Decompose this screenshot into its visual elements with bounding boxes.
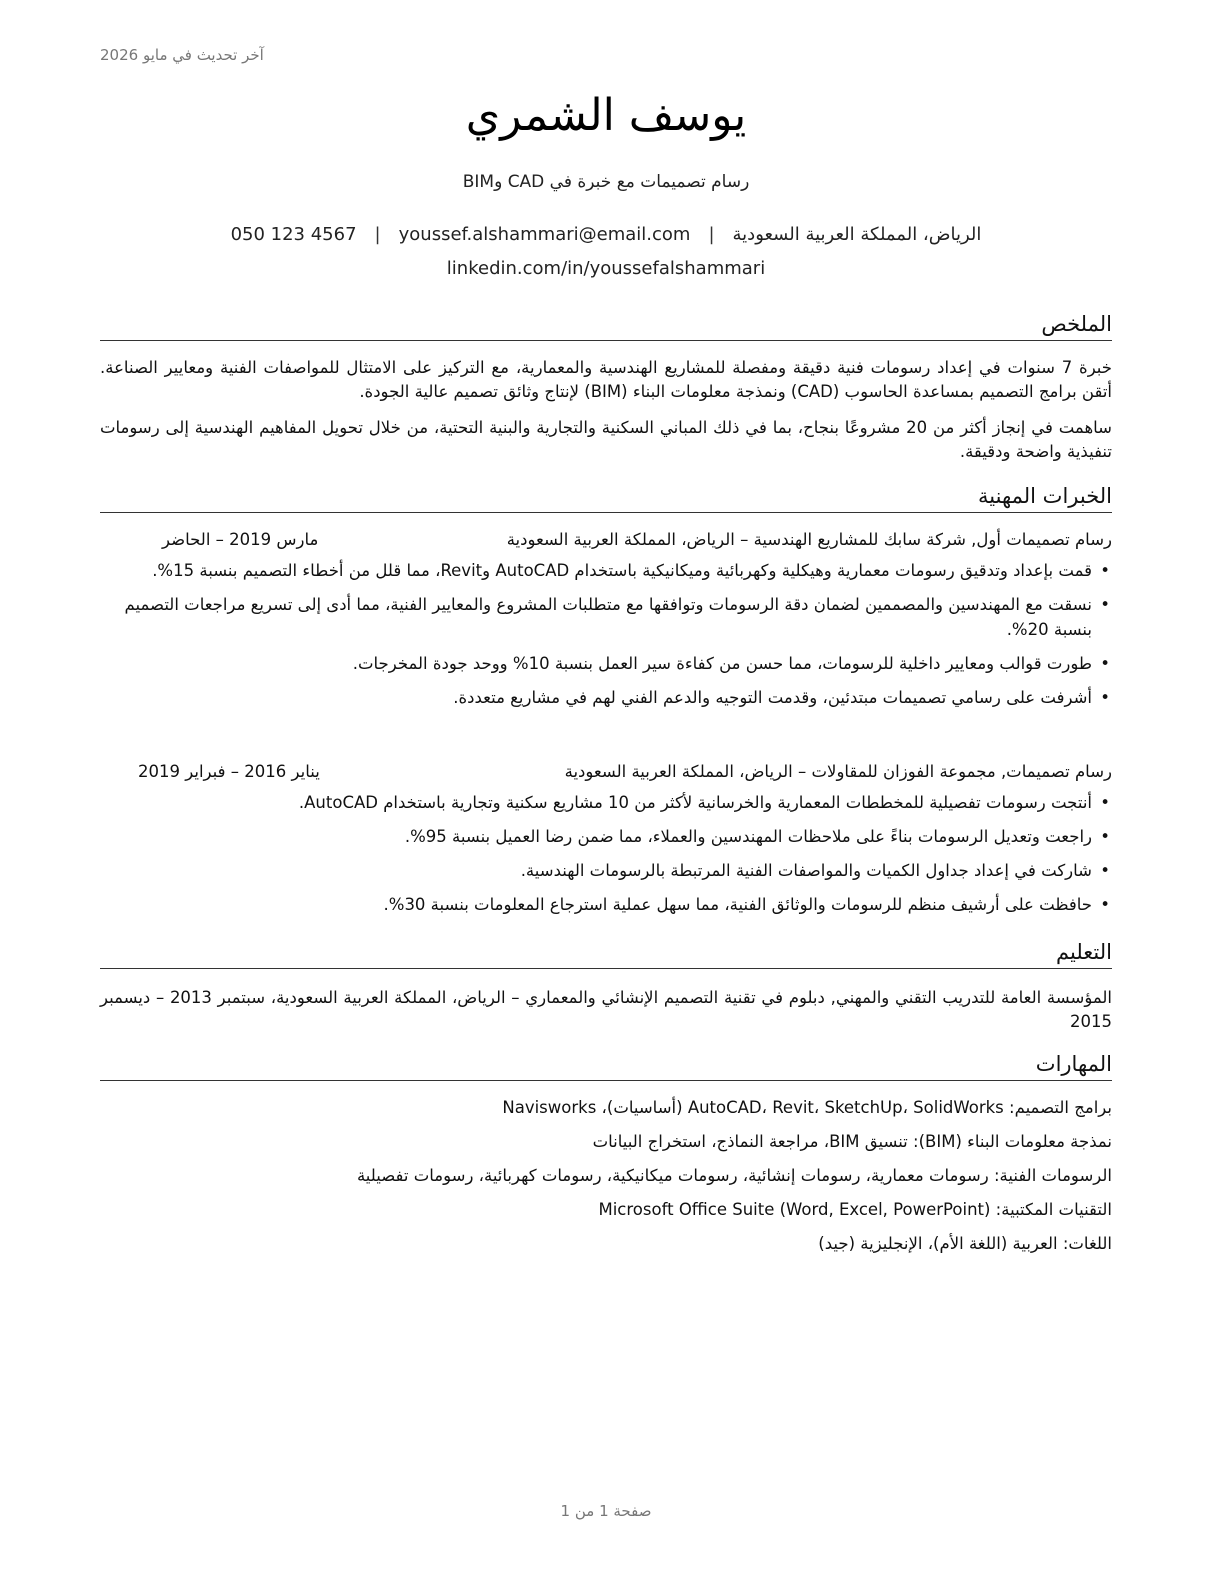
list-item: • نسقت مع المهندسين والمصممين لضمان دقة الرسومات وتوافقها مع متطلبات المشروع والمعايير الفنية، مما أدى إلى تسريع مراجعات التصميم بنسبة 20%. xyxy=(100,592,1092,642)
job-dates: مارس 2019 – الحاضر xyxy=(162,530,319,549)
skill-line: اللغات: العربية (اللغة الأم)، الإنجليزية (جيد) xyxy=(818,1234,1112,1253)
section-title-experience: الخبرات المهنية xyxy=(100,482,1112,513)
section-title-summary: الملخص xyxy=(100,310,1112,341)
skill-line: برامج التصميم: AutoCAD، Revit، SketchUp، SolidWorks (أساسيات)، Navisworks xyxy=(502,1098,1112,1117)
phone-number: 050 123 4567 xyxy=(230,224,357,245)
resume-page xyxy=(100,0,1112,1584)
job-role: رسام تصميمات أول, شركة سابك للمشاريع الهندسية – الرياض، المملكة العربية السعودية xyxy=(506,530,1112,549)
list-item: • راجعت وتعديل الرسومات بناءً على ملاحظات المهندسين والعملاء، مما ضمن رضا العميل بنسبة 95%. xyxy=(100,824,1092,849)
job-role: رسام تصميمات, مجموعة الفوزان للمقاولات – الرياض، المملكة العربية السعودية xyxy=(564,762,1112,781)
job-bullets xyxy=(100,558,1112,719)
list-item: • أنتجت رسومات تفصيلية للمخططات المعمارية والخرسانية لأكثر من 10 مشاريع سكنية وتجارية باستخدام AutoCAD. xyxy=(100,790,1092,815)
summary-paragraph: ساهمت في إنجاز أكثر من 20 مشروعًا بنجاح، بما في ذلك المباني السكنية والتجارية والبنية التحتية، من خلال تحويل المفاهيم الهندسية إلى رسومات تنفيذية واضحة ودقيقة. xyxy=(100,418,1112,461)
section-title-skills: المهارات xyxy=(100,1050,1112,1081)
section-title-education: التعليم xyxy=(100,938,1112,969)
list-item: • طورت قوالب ومعايير داخلية للرسومات، مما حسن من كفاءة سير العمل بنسبة 10% ووحد جودة المخرجات. xyxy=(100,651,1092,676)
skill-line: الرسومات الفنية: رسومات معمارية، رسومات إنشائية، رسومات ميكانيكية، رسومات كهربائية، رسومات تفصيلية xyxy=(356,1166,1112,1185)
summary-paragraph: خبرة 7 سنوات في إعداد رسومات فنية دقيقة ومفصلة للمشاريع الهندسية والمعمارية، مع التركيز على الامتثال للمواصفات الفنية ومعايير الصناعة. أتقن برامج التصميم بمساعدة الحاسوب (CAD) ونمذجة معلومات البناء (BIM) لإنتاج وثائق تصميم عالية الجودة. xyxy=(100,358,1112,401)
list-item: • أشرفت على رسامي تصميمات مبتدئين، وقدمت التوجيه والدعم الفني لهم في مشاريع متعددة. xyxy=(100,685,1092,710)
list-item: • قمت بإعداد وتدقيق رسومات معمارية وهيكلية وكهربائية وميكانيكية باستخدام AutoCAD وRevit، مما قلل من أخطاء التصميم بنسبة 15%. xyxy=(100,558,1092,583)
skill-line: التقنيات المكتبية: Microsoft Office Suite (Word, Excel, PowerPoint) xyxy=(598,1200,1112,1219)
location: الرياض، المملكة العربية السعودية xyxy=(732,224,982,245)
education-institution: المؤسسة العامة للتدريب التقني والمهني, دبلوم في تقنية التصميم الإنشائي والمعماري – الرياض، المملكة العربية السعودية xyxy=(276,988,1112,1007)
linkedin-link[interactable]: linkedin.com/in/youssefalshammari xyxy=(446,258,766,279)
email-link[interactable]: youssef.alshammari@email.com xyxy=(398,224,691,245)
candidate-name: يوسف الشمري xyxy=(465,90,747,141)
contact-line xyxy=(100,224,1112,245)
job-header xyxy=(100,528,1112,552)
list-item: • شاركت في إعداد جداول الكميات والمواصفات الفنية المرتبطة بالرسومات الهندسية. xyxy=(100,858,1092,883)
job-title: رسام تصميمات مع خبرة في CAD وBIM xyxy=(462,172,750,192)
job-dates: يناير 2016 – فبراير 2019 xyxy=(138,762,320,781)
job-bullets xyxy=(100,790,1112,926)
job-header xyxy=(100,760,1112,784)
page-number: صفحة 1 من 1 xyxy=(560,1502,652,1520)
last-updated: آخر تحديث في مايو 2026 xyxy=(100,46,264,64)
separator: | xyxy=(708,224,715,245)
education-dates: سبتمبر 2013 – ديسمبر 2015 xyxy=(100,988,1112,1031)
separator: | xyxy=(374,224,381,245)
education-entry: المؤسسة العامة للتدريب التقني والمهني, دبلوم في تقنية التصميم الإنشائي والمعماري – الرياض، المملكة العربية السعودية، سبتمبر 2013 – ديسمبر 2015 xyxy=(100,988,1112,1031)
list-item: • حافظت على أرشيف منظم للرسومات والوثائق الفنية، مما سهل عملية استرجاع المعلومات بنسبة 30%. xyxy=(100,892,1092,917)
skill-line: نمذجة معلومات البناء (BIM): تنسيق BIM، مراجعة النماذج، استخراج البيانات xyxy=(592,1132,1112,1151)
